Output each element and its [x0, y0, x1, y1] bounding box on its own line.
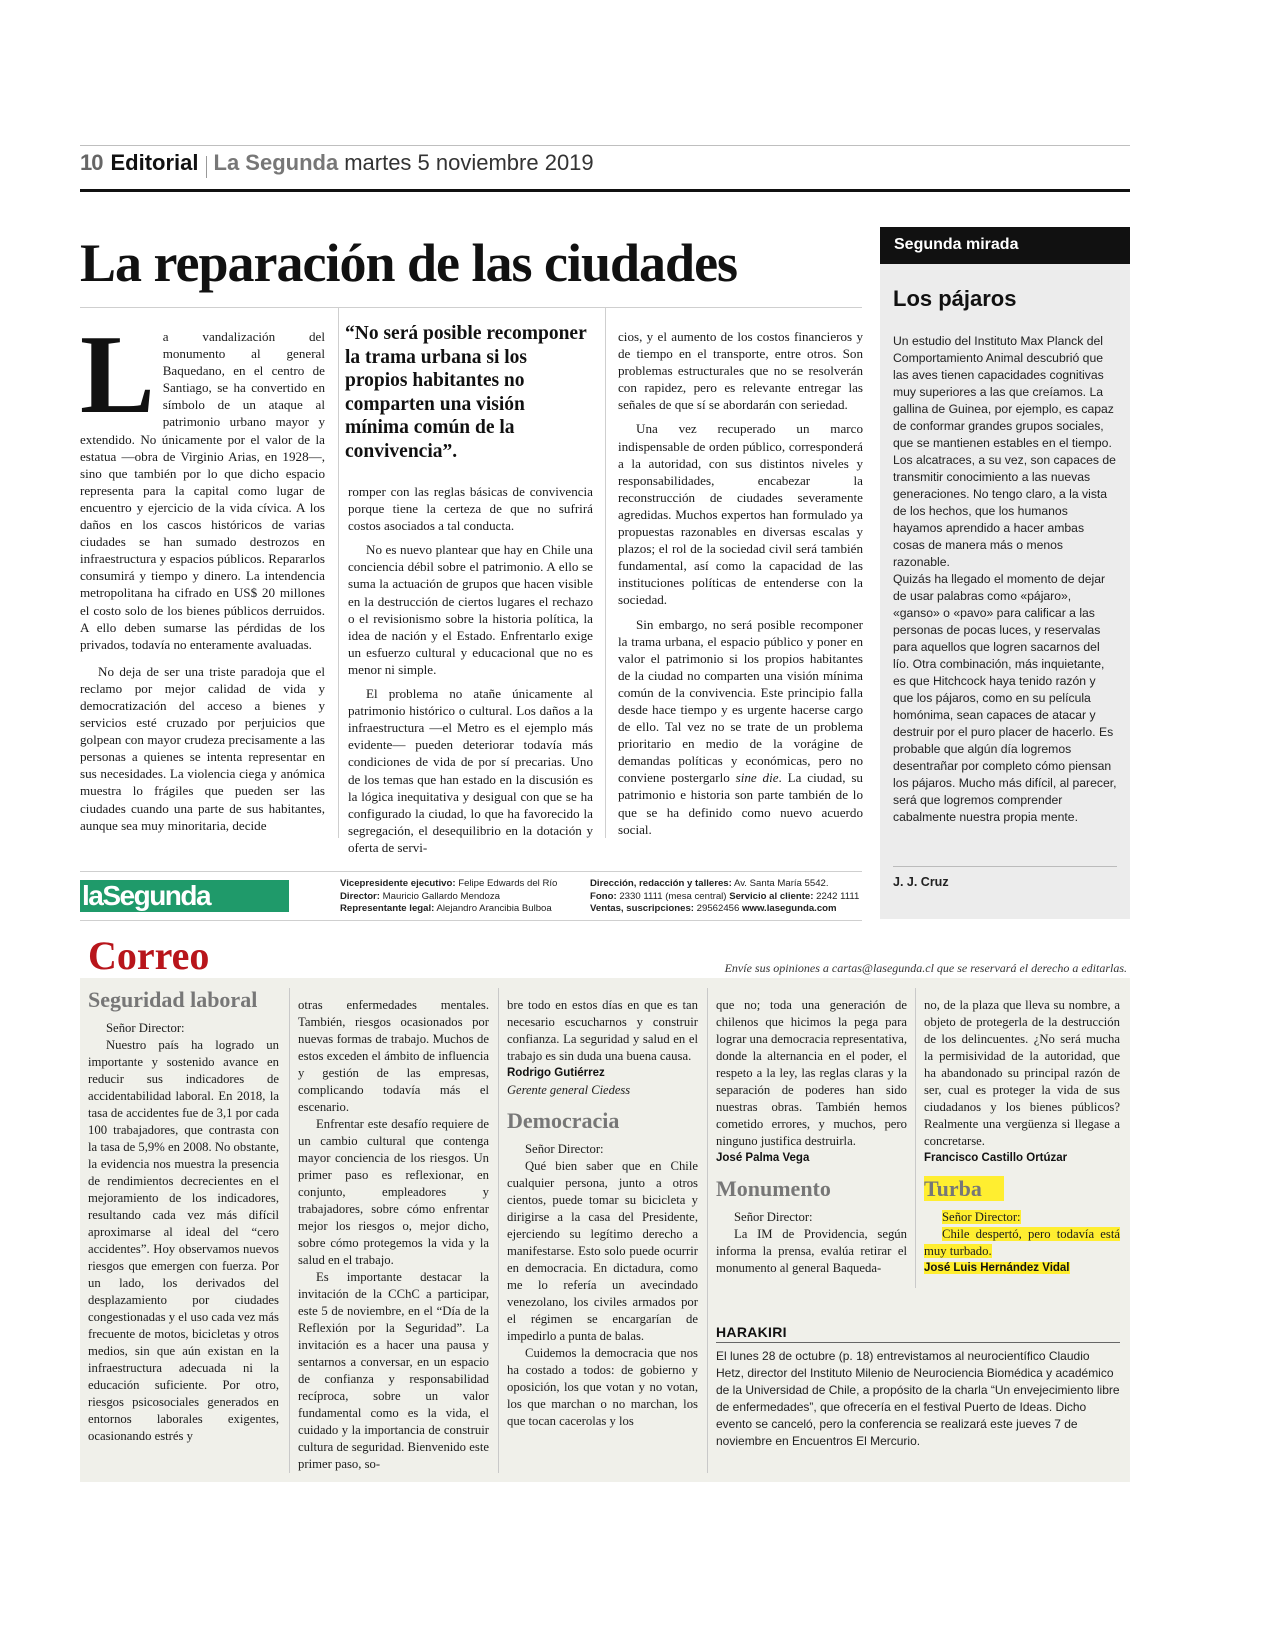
correo-title: Correo: [88, 933, 210, 978]
letter-signature: Rodrigo Gutiérrez: [507, 1067, 605, 1079]
letter-title: Monumento: [716, 1176, 831, 1201]
harakiri-rule: [716, 1342, 1120, 1343]
letter-paragraph: que no; toda una generación de chilenos que hicimos la pega para lograr una democracia representativa, donde la alternancia en el poder, el respeto a la ley, las reglas claras y la separación de poderes han sido nuestras obras. También hemos cometido errores, y muchos, pero ninguno justifica destruirla.: [716, 998, 907, 1148]
editorial-paragraph: Sin embargo, no será posible recomponer la trama urbana, el espacio público y poner en valor el patrimonio si los propios habitantes de la ciudad no comparten una visión mínima común de la convivencia. Este principio falla desde hace tiempo y es urgente hacerse cargo de ello. Tal vez no se trate de un problema prioritario en medio de la vorágine de demandas políticas y económicas, pero no conviene postergarlo sine die. La ciudad, su patrimonio e historia son parte también de lo que se ha definido como nuevo acuerdo social.: [618, 616, 863, 837]
editorial-column-2: [348, 483, 593, 856]
editorial-paragraph: El problema no atañe únicamente al patrimonio histórico o cultural. Los daños a la infraestructura —el Metro es el ejemplo más evidente— pueden deteriorar todavía más condiciones de vida de por sí precarias. Uno de los temas que han estado en la discusión es la lógica inequitativa y desigual con que se ha configurado la ciudad, lo que ha favorecido la segregación, el desequilibrio en la dotación y oferta de servi-: [348, 686, 593, 855]
column-divider: [915, 988, 916, 1288]
harakiri-title: HARAKIRI: [716, 1324, 787, 1340]
letters-column-2: [298, 997, 489, 1473]
editorial-paragraph: cios, y el aumento de los costos financieros y de tiempo en el transporte, entre otros. Son problemas estructurales que no se resolverán con rapidez, pero es relevante entregar las señales de que sí se abordarán con seriedad.: [618, 329, 863, 413]
column-divider: [289, 988, 290, 1473]
letter-paragraph: otras enfermedades mentales. También, riesgos ocasionados por nuevas formas de trabajo. Muchos de estos exceden el ámbito de influencia y gestión de las empresas, complicando todavía más el escenario.: [298, 998, 489, 1114]
masthead-rule: [80, 871, 862, 872]
latin-phrase: sine die: [735, 770, 779, 786]
page-number: 10: [80, 150, 103, 175]
header-separator: [206, 156, 207, 178]
drop-cap: L: [80, 313, 155, 437]
website-link: www.lasegunda.com: [742, 903, 837, 914]
editorial-paragraph: Una vez recuperado un marco indispensable de orden público, corresponderá a la autoridad, con sus distintos niveles y responsabilidades, encabezar la reconstrucción de ciudades severamente agredidas. Muchos expertos han formulado ya propuestas razonables en diversas escalas y plazos; el rol de la sociedad civil será también fundamental, así como la capacidad de las instituciones políticas de entenderse con la sociedad.: [618, 421, 863, 608]
sidebar-body: [893, 333, 1119, 826]
letter-greeting: Señor Director:: [106, 1021, 185, 1035]
header-thick-rule: [80, 189, 1130, 192]
letter-signature: José Palma Vega: [716, 1152, 810, 1164]
section-name: Editorial: [110, 150, 199, 175]
letter-paragraph: Es importante destacar la invitación de la CChC a participar, este 5 de noviembre, en el “Día de la Reflexión por la Seguridad”. La invitación es a hacer una pausa y sentarnos a conversar, en un espacio de confianza y responsabilidad recíproca, sobre un valor fundamental como es la vida, el cuidado y la importancia de construir cultura de seguridad. Bienvenido este primer paso, so-: [298, 1270, 489, 1471]
letter-signature: José Luis Hernández Vidal: [924, 1262, 1070, 1274]
editorial-column-1: [80, 313, 325, 834]
staff-credits-left: Vicepresidente ejecutivo: Felipe Edwards del Río Director: Mauricio Gallardo Mendoza Representante legal: Alejandro Arancibia Bulboa: [340, 878, 558, 914]
editorial-column-3: [618, 328, 863, 838]
headline-rule: [80, 307, 862, 308]
letter-title: [924, 1177, 1120, 1201]
letter-paragraph: Qué bien saber que en Chile cualquier persona, junto a otros cientos, puede tomar su bicicleta y dirigirse a la casa del Presidente, ejerciendo su legítimo derecho a manifestarse. Esto solo puede ocurrir en democracia. En dictadura, como me lo refería un avecindado venezolano, los civiles armados por el régimen se encargarían de impedirlo a punta de balas.: [507, 1159, 698, 1343]
masthead-rule: [80, 920, 862, 921]
brand-name: La Segunda: [213, 150, 339, 175]
editorial-paragraph: La vandalización del monumento al general Baquedano, en el centro de Santiago, se ha convertido en símbolo de un ataque al patrimonio urbano mayor y extendido. No únicamente por el valor de la estatua —obra de Virginio Arias, en 1928—, sino que también por lo que dicho espacio representa para la capital como lugar de encuentro y ejercicio de la vida cívica. A los daños en los cascos históricos de varias ciudades se han sumado destrozos en infraestructura y espacios públicos. Repararlos consumirá y tiempo y dinero. La intendencia metropolitana ha cifrado en US$ 20 millones el costo solo de los bienes públicos derruidos. A ello deben sumarse las pérdidas de los privados, todavía no enteramente avaluadas.: [80, 313, 325, 652]
issue-date: martes 5 noviembre 2019: [344, 150, 594, 175]
letter-paragraph: bre todo en estos días en que es tan necesario escucharnos y construir confianza. La seguridad y salud en el trabajo es sin duda una buena causa.: [507, 998, 698, 1063]
column-divider: [707, 988, 708, 1473]
letter-paragraph: La IM de Providencia, según informa la prensa, evalúa retirar el monumento al general Baqueda-: [716, 1227, 907, 1275]
header-top-rule: [80, 145, 1130, 146]
column-divider: [498, 988, 499, 1473]
editorial-paragraph: No es nuevo plantear que hay en Chile una conciencia débil sobre el patrimonio. A ello se suma la actuación de grupos que hacen visible en la destrucción de ciertos lugares el rechazo o el revisionismo sobre la historia política, la idea de nación y el Estado. Enfrentarlo exige un esfuerzo cultural y educacional que no es menor ni simple.: [348, 542, 593, 677]
editorial-paragraph: romper con las reglas básicas de convivencia porque tiene la certeza de que no sufrirá costos asociados a tal conducta.: [348, 484, 593, 534]
correo-note: Envíe sus opiniones a cartas@lasegunda.cl que se reservará el derecho a editarlas.: [724, 961, 1127, 975]
editorial-paragraph: No deja de ser una triste paradoja que el reclamo por mejor calidad de vida y democratización del acceso a bienes y servicios esté cruzado por perjuicios que golpean con mayor crudeza precisamente a las personas a quienes se intenta representar en sus necesidades. La violencia ciega y anómica muestra lo frágiles que pueden ser las ciudades cuando una parte de sus habitantes, aunque sea muy minoritaria, decide: [80, 663, 325, 833]
letter-signature-role: Gerente general Ciedess: [507, 1083, 631, 1097]
letters-column-3: [507, 997, 698, 1430]
sidebar-rule: [893, 866, 1117, 867]
letter-paragraph: no, de la plaza que lleva su nombre, a objeto de protegerla de la destrucción de los delincuentes. ¿No será mucha la permisividad de la autoridad, que ha abandonado su principal razón de ser, cual es proteger la vida de sus ciudadanos y los bienes públicos? Realmente una vergüenza si llegase a concretarse.: [924, 998, 1120, 1148]
column-divider: [605, 308, 606, 838]
sidebar-title: Los pájaros: [893, 286, 1017, 311]
letters-column-5: [924, 997, 1120, 1277]
sidebar-paragraph: Quizás ha llegado el momento de dejar de usar palabras como «pájaro», «ganso» o «pavo» para calificar a las personas de pocas luces, y reservalas para aquellos que logren sacarnos del lío. Otra combinación, más inquietante, es que Hitchcock haya tenido razón y que los pájaros, como en su película homónima, sean capaces de atacar y destruir por el puro placer de hacerlo. Es probable que algún día logremos desentrañar por completo cómo piensan los pájaros. Mucho más difícil, al parecer, será que logremos comprender cabalmente nuestra propia mente.: [893, 572, 1117, 824]
sidebar-paragraph: Un estudio del Instituto Max Planck del Comportamiento Animal descubrió que las aves tienen capacidades cognitivas muy superiores a las que creíamos. La gallina de Guinea, por ejemplo, es capaz de conformar grandes grupos sociales, que se mantienen estables en el tiempo. Los alcatraces, a su vez, son capaces de transmitir conocimiento a las nuevas generaciones. No tengo claro, a la vista de los hechos, que los humanos hayamos aprendido a hacer ambas cosas de manera más o menos razonable.: [893, 334, 1116, 569]
staff-credits-right: Dirección, redacción y talleres: Av. Santa María 5542. Fono: 2330 1111 (mesa central) Servicio al cliente: 2242 1111 Ventas, suscripciones: 29562456 www.lasegunda.com: [590, 878, 860, 914]
letter-paragraph: Enfrentar este desafío requiere de un cambio cultural que contenga mayor conciencia de los riesgos. Un primer paso es reflexionar, en conjunto, empleadores y trabajadores, sobre cómo enfrentar mejor los riesgos o, mejor dicho, sobre cómo protegemos la vida y la salud en el trabajo.: [298, 1117, 489, 1267]
pull-quote: “No será posible recomponer la trama urbana si los propios habitantes no comparten una visión mínima común de la convivencia”.: [345, 323, 587, 462]
la-segunda-logo: laSegunda: [80, 880, 289, 912]
sidebar-label: Segunda mirada: [880, 227, 1130, 264]
letter-greeting: Señor Director:: [734, 1210, 813, 1224]
letters-column-1: [88, 988, 279, 1445]
letter-paragraph: Cuidemos la democracia que nos ha costado a todos: de gobierno y oposición, los que votan y no votan, los que marchan o no marchan, los que tocan cacerolas y los: [507, 1346, 698, 1428]
letters-column-4: [716, 997, 907, 1277]
letter-greeting: Señor Director:: [525, 1142, 604, 1156]
letter-paragraph: Nuestro país ha logrado un importante y sostenido avance en reducir sus indicadores de accidentabilidad laboral. En 2018, la tasa de accidentes fue de 3,1 por cada 100 trabajadores, que contrasta con la tasa de 5,9% en 2008. No obstante, la evidencia nos muestra la presencia de rendimientos decrecientes en el mejoramiento de los indicadores, resultando cada vez más difícil aproximarse al ideal del “cero accidentes”. Hoy observamos nuevos riesgos que emergen con fuerza. Por un lado, los derivados del desplazamiento por ciudades congestionadas y el uso cada vez más frecuente de motos, bicicletas y otros medios, sin que aún existan en la infraestructura adecuada ni la educación suficiente. Por otro, riesgos psicosociales generados en entornos laborales exigentes, ocasionando estrés y: [88, 1038, 279, 1443]
letter-title: Democracia: [507, 1108, 620, 1133]
letter-signature: Francisco Castillo Ortúzar: [924, 1152, 1068, 1164]
letter-greeting: Señor Director:: [942, 1210, 1021, 1224]
column-divider: [338, 308, 339, 838]
highlighted-title: Turba: [924, 1176, 1004, 1201]
editorial-headline: La reparación de las ciudades: [80, 233, 738, 293]
page-header: [80, 150, 594, 184]
sidebar-author: J. J. Cruz: [893, 875, 949, 889]
harakiri-body: El lunes 28 de octubre (p. 18) entrevistamos al neurocientífico Claudio Hetz, director del Instituto Milenio de Neurociencia Biomédica y académico de la Universidad de Chile, a propósito de la charla “Un envejecimiento libre de enfermedades”, que ofrecería en el festival Puerto de Ideas. Dicho evento se canceló, pero la conferencia se realizará este jueves 7 de noviembre en Encuentros El Mercurio.: [716, 1349, 1120, 1448]
letter-paragraph: Chile despertó, pero todavía está muy turbado.: [924, 1227, 1120, 1258]
letter-title: Seguridad laboral: [88, 987, 258, 1012]
